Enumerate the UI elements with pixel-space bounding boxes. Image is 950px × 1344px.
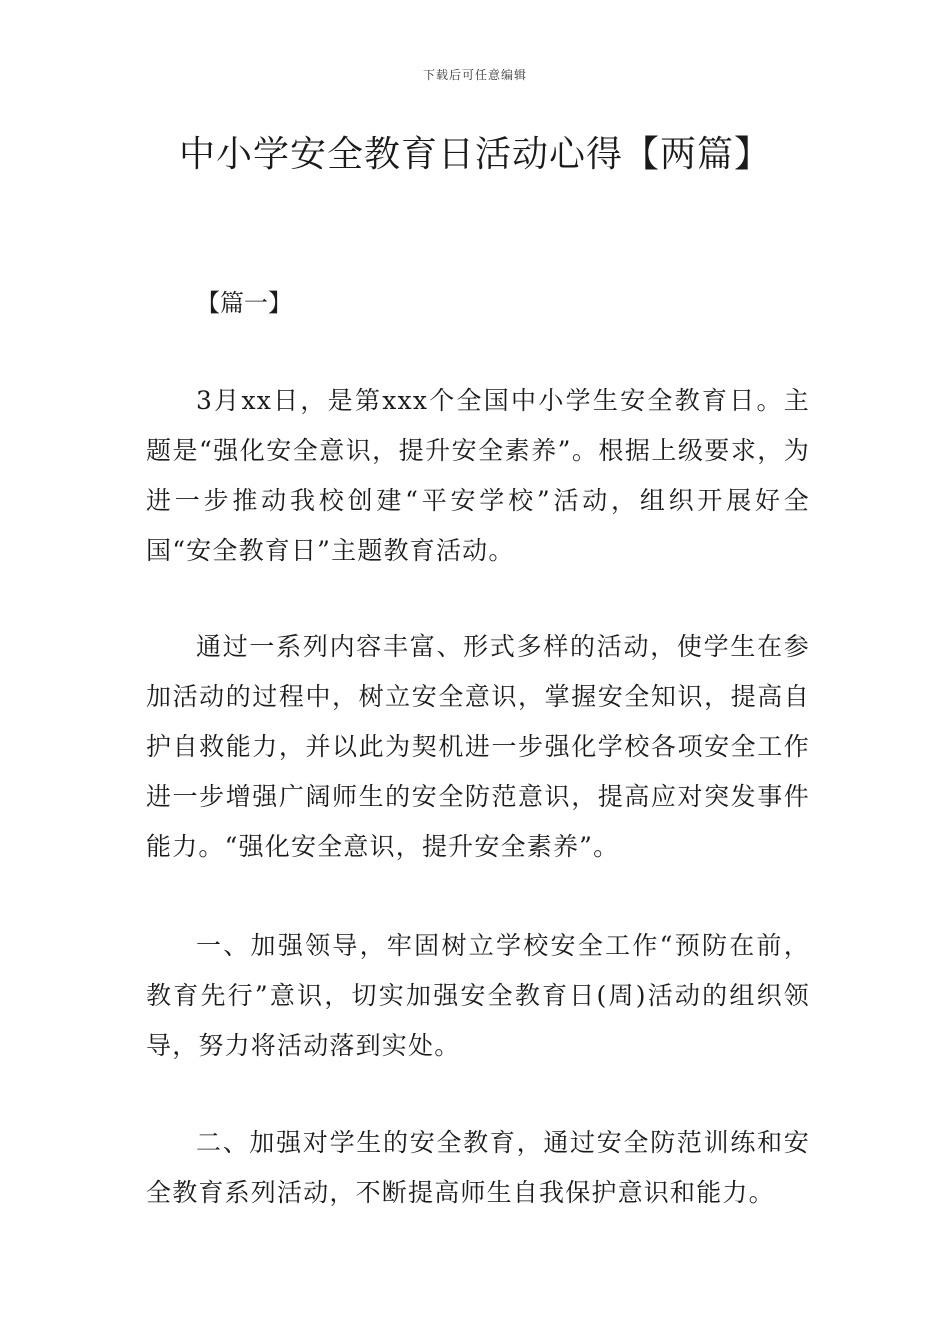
document-title: 中小学安全教育日活动心得【两篇】: [178, 134, 771, 175]
paragraph-point-two: 二、加强对学生的安全教育，通过安全防范训练和安全教育系列活动，不断提高师生自我保护意识和能力。: [146, 1128, 810, 1207]
section-label: 【篇一】: [196, 289, 292, 317]
paragraph-point-one: 一、加强领导，牢固树立学校安全工作“预防在前，教育先行”意识，切实加强安全教育日(周)活动的组织领导，努力将活动落到实处。: [146, 931, 810, 1060]
paragraph-purpose: 通过一系列内容丰富、形式多样的活动，使学生在参加活动的过程中，树立安全意识，掌握安全知识，提高自护自救能力，并以此为契机进一步强化学校各项安全工作进一步增强广阔师生的安全防范意识，提高应对突发事件能力。“强化安全意识，提升安全素养”。: [146, 632, 810, 861]
paragraph-intro: 3月xx日，是第xxx个全国中小学生安全教育日。主题是“强化安全意识，提升安全素养”。根据上级要求，为进一步推动我校创建“平安学校”活动，组织开展好全国“安全教育日”主题教育活动。: [146, 386, 810, 565]
header-note: 下载后可任意编辑: [422, 68, 527, 82]
